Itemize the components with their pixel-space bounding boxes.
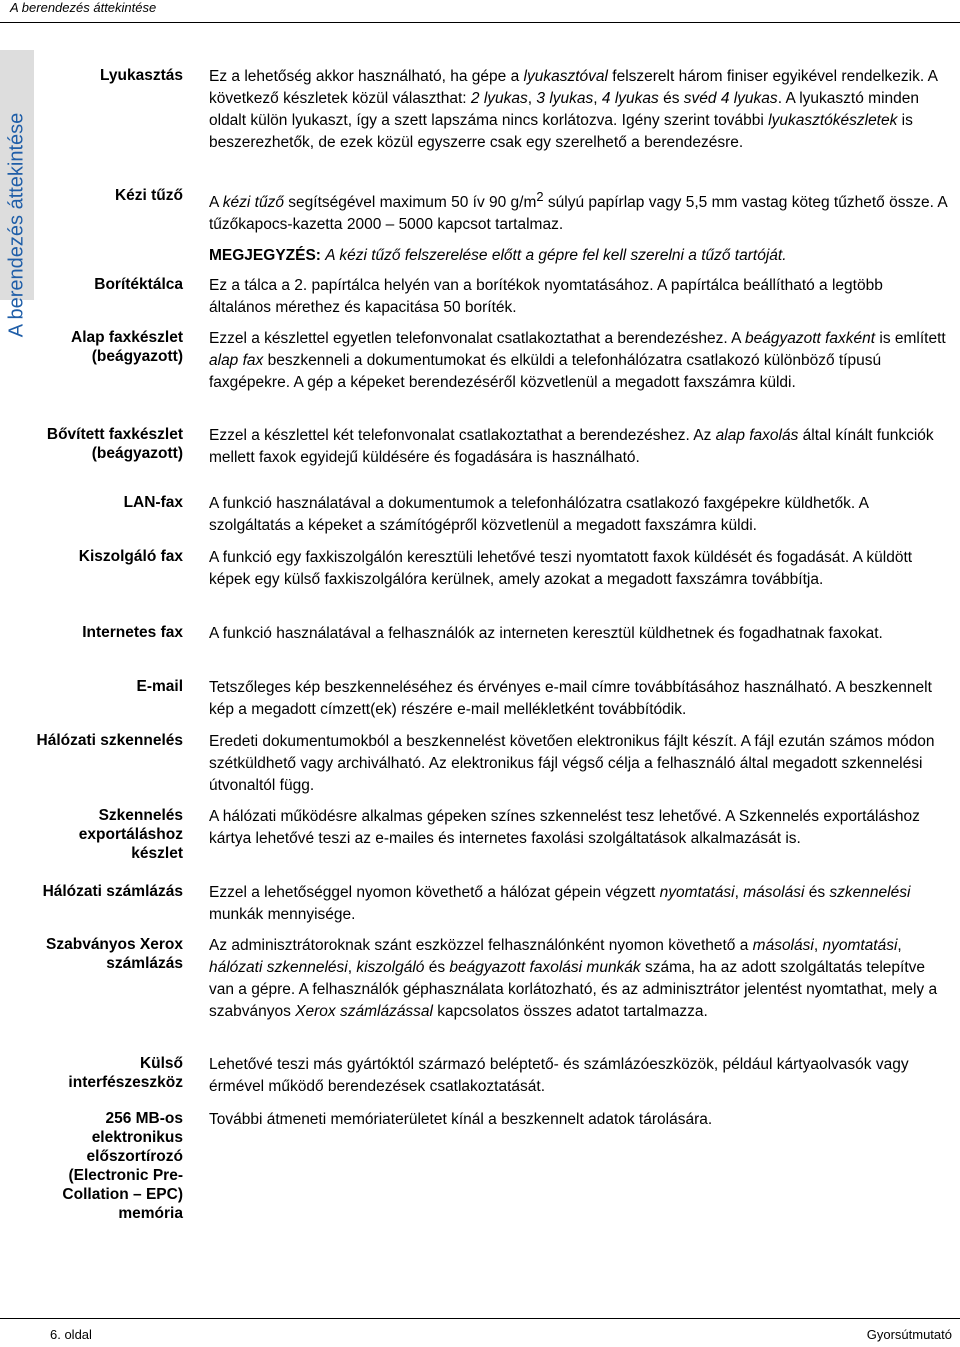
option-term: LAN-fax: [123, 494, 183, 511]
option-term: Hálózati szkennelés: [36, 732, 183, 749]
option-term: Internetes fax: [82, 624, 183, 641]
option-term: E-mail: [136, 678, 183, 695]
option-description: Ez a lehetőség akkor használható, ha gépe a lyukasztóval felszerelt három finiser egyikével rendelkezik. A következő készletek közül választhat: 2 lyukas, 3 lyukas, 4 lyukas és svéd 4 lyukas. A lyukasztó minden oldalt külön lyukaszt, így a szett lapszáma nincs korlátozva. Igény szerint további lyukasztókészletek is beszerezhetők, de ezek közül egyszerre csak egy szerelhető a berendezésre.: [209, 68, 938, 151]
option-term: Borítéktálca: [94, 276, 183, 293]
section-side-tab: [0, 50, 34, 338]
option-description: Ez a tálca a 2. papírtálca helyén van a borítékok nyomtatásához. A papírtálca beállítható a legtöbb általános mérethez és kapacitása 50 boríték.: [209, 277, 883, 316]
option-term: Kiszolgáló fax: [78, 548, 183, 565]
option-term: Lyukasztás: [100, 67, 183, 84]
option-description: Ezzel a készlettel egyetlen telefonvonalat csatlakoztathat a berendezéshez. A beágyazott faxként is említett alap fax beszkenneli a dokumentumokat és elküldi a telefonhálózatra csatlakozó különböző típusú faxgépekre. A gép a képeket berendezéséről közvetlenül a megadott faxszámra küldi.: [209, 330, 946, 391]
option-description: A funkció egy faxkiszolgálón keresztüli lehetővé teszi nyomtatott faxok küldését és fogadását. A küldött képek egy külső faxkiszolgálóra kerülnek, amely azokat a megadott faxszámra továbbítja.: [209, 549, 913, 588]
option-description: Tetszőleges kép beszkenneléséhez és érvényes e-mail címre továbbításához használható. A beszkennelt kép a megadott címzett(ek) részére e-mail mellékletként továbbítódik.: [209, 679, 932, 718]
note: [209, 245, 949, 267]
option-description: Ezzel a lehetőséggel nyomon követhető a hálózat gépein végzett nyomtatási, másolási és szkennelési munkák mennyisége.: [209, 884, 911, 923]
option-description: Ezzel a készlettel két telefonvonalat csatlakoztathat a berendezéshez. Az alap faxolás által kínált funkciók mellett faxok egyidejű küldésére és fogadására is használható.: [209, 427, 934, 466]
option-term: Hálózati számlázás: [42, 883, 183, 900]
option-description: Lehetővé teszi más gyártóktól származó beléptető- és számlázóeszközök, például kártyaolvasók vagy érmével működő berendezések csatlakoztatását.: [209, 1056, 909, 1095]
option-term: Alap faxkészlet (beágyazott): [71, 329, 183, 365]
option-description: A funkció használatával a dokumentumok a telefonhálózatra csatlakozó faxgépekre küldhetők. A szolgáltatás a képeket a számítógépről közvetlenül a megadott faxszámra küldi.: [209, 495, 869, 534]
option-term: 256 MB-os elektronikus előszortírozó (Electronic Pre-Collation – EPC) memória: [62, 1110, 183, 1222]
option-description: [209, 186, 949, 267]
option-description: A hálózati működésre alkalmas gépeken színes szkennelést tesz lehetővé. A Szkennelés exportáláshoz kártya lehetővé teszi az e-mailes és internetes faxolási szolgáltatások alkalmazását is.: [209, 808, 920, 847]
option-term: Szkennelés exportáláshoz készlet: [78, 807, 183, 862]
option-description: Az adminisztrátoroknak szánt eszközzel felhasználónként nyomon követhető a másolási, nyomtatási, hálózati szkennelési, kiszolgáló és beágyazott faxolási munkák száma, ha az adott szolgáltatás telepítve van a gépre. A felhasználók géphasználata korlátozható, és az adminisztrátor jelentést nyomtathat, mely a szabványos Xerox számlázással kapcsolatos összes adatot tartalmazza.: [209, 937, 938, 1020]
option-term: Külső interfészeszköz: [68, 1055, 183, 1091]
side-tab-label: A berendezés áttekintése: [5, 112, 28, 338]
option-description-text: A kézi tűző segítségével maximum 50 ív 90 $g/m^2$ súlyú papírlap vagy 5,5 mm vastag köteg tűzhető össze. A tűzőkapocs-kazetta 2000 – 5000 kapcsot tartalmaz.: [209, 189, 947, 234]
footer-title: Gyorsútmutató: [866, 1327, 952, 1342]
running-header: A berendezés áttekintése: [10, 0, 157, 15]
option-description: Eredeti dokumentumokból a beszkennelést követően elektronikus fájlt készít. A fájl ezután számos módon szétküldhető vagy archiválható. Az elektronikus fájl végső célja a felhasználó által megadott szkennelési útvonaltól függ.: [209, 733, 935, 794]
option-description: További átmeneti memóriaterületet kínál a beszkennelt adatok tárolására.: [209, 1111, 713, 1128]
note-label: MEGJEGYZÉS:: [209, 247, 321, 265]
footer-rule: [0, 1318, 960, 1319]
header-rule: [0, 22, 960, 23]
note-text: A kézi tűző felszerelése előtt a gépre fel kell szerelni a tűző tartóját.: [325, 247, 787, 265]
page-number: 6. oldal: [50, 1327, 92, 1342]
option-term: Szabványos Xerox számlázás: [46, 936, 183, 972]
option-term: Kézi tűző: [114, 187, 183, 204]
option-term: Bővített faxkészlet (beágyazott): [46, 426, 183, 462]
option-description: A funkció használatával a felhasználók az interneten keresztül küldhetnek és fogadhatnak faxokat.: [209, 625, 883, 642]
